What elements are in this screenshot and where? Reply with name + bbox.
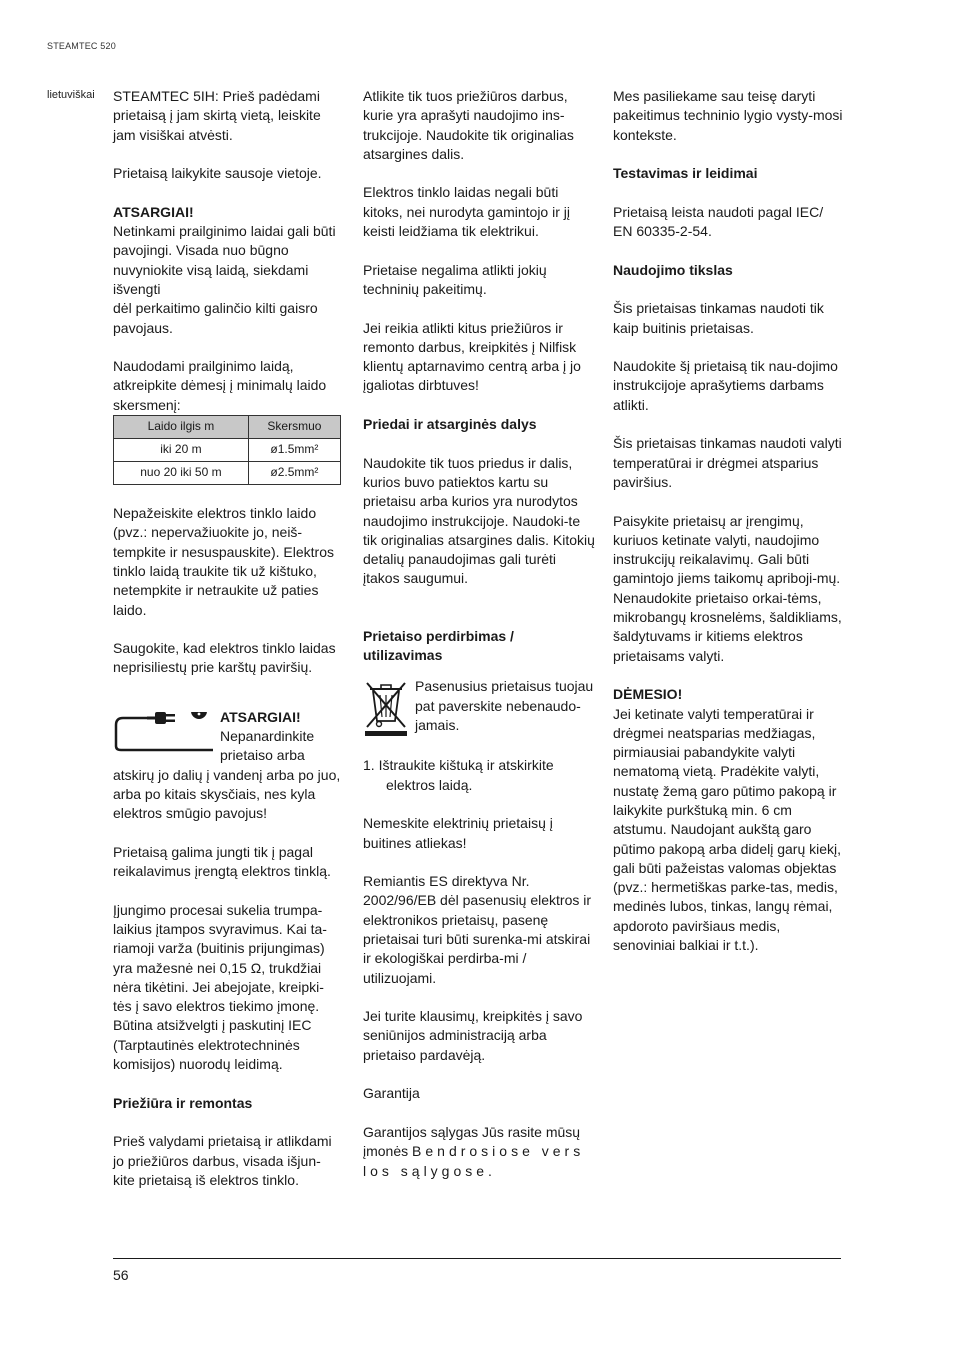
- column-2: [363, 87, 595, 1200]
- paragraph: Prietaisą laikykite sausoje vietoje.: [113, 165, 322, 182]
- plug-warning-icon: [113, 712, 217, 752]
- warning-body: Jei ketinate valyti temperatūrai ir drėgmei neatsparias medžiagas, pirmiausiai pabandykite valyti nematomą vietą. Pradėkite valyti, nustatę žemą garo pūtimo pakopą ir laikykite purkštuką min. 6 cm atstumu. Naudojant aukštą garo pūtimo pakopą arba didelį garų kiekį, gali būti pažeistas valomas objektas (pvz.: hermetiškas parke-tas, medis, medinės lubos, tinkas, langų rėmai, apdoroto paviršiaus medis, senoviniai balkiai ir t.t.).: [613, 705, 842, 954]
- section-heading: Testavimas ir leidimai: [613, 165, 758, 182]
- table-row: [114, 462, 341, 485]
- paragraph: Nepažeiskite elektros tinklo laido (pvz.: nepervažiuokite jo, neiš-tempkite ir nesuspauskite). Elektros tinklo laidą traukite tik už kištuko, netempkite ir netraukite už paties laido.: [113, 505, 334, 618]
- footer-divider: [113, 1258, 841, 1259]
- paragraph: STEAMTEC 5IH: Prieš padėdami prietaisą į jam skirtą vietą, leiskite jam visiškai atvėsti.: [113, 88, 321, 143]
- warranty-text: Garantijos sąlygas Jūs rasite mūsų įmonės: [363, 1123, 581, 1160]
- page-number: 56: [113, 1267, 129, 1283]
- paragraph: Nemeskite elektrinių prietaisų į buitines atliekas!: [363, 815, 553, 851]
- paragraph: Prietaisą leista naudoti pagal IEC/ EN 60335-2-54.: [613, 203, 824, 240]
- paragraph: Naudokite šį prietaisą tik nau-dojimo instrukcijoje aprašytiems darbams atlikti.: [613, 358, 838, 413]
- document-header-title: STEAMTEC 520: [47, 41, 116, 51]
- column-1: [113, 87, 341, 1209]
- language-label: lietuviškai: [47, 89, 95, 101]
- paragraph: Saugokite, kad elektros tinklo laidas neprisiliestų prie karštų paviršių.: [113, 640, 336, 676]
- table-row: [114, 439, 341, 462]
- section-heading: Prietaiso perdirbimas / utilizavimas: [363, 627, 514, 664]
- paragraph: Garantija: [363, 1085, 420, 1102]
- warning-body: dėl perkaitimo galinčio kilti gaisro pavojaus.: [113, 300, 318, 336]
- paragraph: Elektros tinklo laidas negali būti kitoks, nei nurodyta gamintojo ir jį keisti leidžiama tik elektrikui.: [363, 184, 570, 240]
- section-heading: Naudojimo tikslas: [613, 261, 733, 278]
- warning-line: Nepanardinkite: [220, 728, 315, 745]
- paragraph: Prieš valydami prietaisą ir atlikdami jo priežiūros darbus, visada išjun-kite prietaisą iš elektros tinklo.: [113, 1133, 332, 1188]
- warning-title: ATSARGIAI!: [220, 708, 301, 725]
- weee-text: Pasenusius prietaisus tuojau pat paverskite nebenaudo-jamais.: [415, 678, 594, 733]
- warning-body: atskirų jo dalių į vandenį arba po juo, arba po kitais skysčiais, nes kyla elektros smūgio pavojus!: [113, 766, 341, 822]
- list-item: 1. Ištraukite kištuką ir atskirkite elektros laidą.: [363, 757, 554, 793]
- warning-body: Netinkami prailginimo laidai gali būti pavojingi. Visada nuo būgno nuvyniokite visą laidą, siekdami išvengti: [113, 223, 336, 297]
- paragraph: Atlikite tik tuos priežiūros darbus, kurie yra aprašyti naudojimo ins-trukcijoje. Naudokite tik originalias atsargines dalis.: [363, 88, 574, 162]
- table-cell: iki 20 m: [114, 439, 249, 462]
- paragraph: Prietaisą galima jungti tik į pagal reikalavimus įrengtą elektros tinklą.: [113, 843, 331, 880]
- table-header-length: Laido ilgis m: [114, 416, 249, 439]
- table-cell: nuo 20 iki 50 m: [114, 462, 249, 485]
- paragraph: Jei reikia atlikti kitus priežiūros ir remonto darbus, kreipkitės į Nilfisk klientų aptarnavimo centrą arba į jo įgaliotas dirbtuves!: [363, 319, 581, 394]
- section-heading: Priežiūra ir remontas: [113, 1094, 253, 1111]
- section-heading: Priedai ir atsarginės dalys: [363, 416, 537, 433]
- table-cell: ø2.5mm²: [248, 462, 340, 485]
- paragraph: Naudokite tik tuos priedus ir dalis, kurios buvo patiektos kartu su prietaisu arba kurios yra nurodytos naudojimo instrukcijoje. Naudoki-te tik originalias atsargines dalis. Kitokių detalių panaudojimas gali turėti įtakos saugumui.: [363, 454, 595, 587]
- paragraph: Remiantis ES direktyva Nr. 2002/96/EB dėl pasenusių elektros ir elektronikos prietaisų, pasenę prietaisai turi būti surenka-mi atskirai ir ekologiškai perdirba-mi / utilizuojami.: [363, 873, 592, 986]
- cable-table: [113, 415, 341, 485]
- paragraph: Prietaise negalima atlikti jokių techninių pakeitimų.: [363, 261, 547, 297]
- warning-title: ATSARGIAI!: [113, 203, 194, 220]
- paragraph: Naudodami prailginimo laidą, atkreipkite dėmesį į minimalų laido skersmenį:: [113, 358, 327, 413]
- table-cell: ø1.5mm²: [248, 439, 340, 462]
- warranty-spaced-text: Bendrosiose vers los sąlygose.: [363, 1143, 585, 1179]
- weee-notice: [363, 677, 595, 737]
- crossed-bin-icon: [363, 677, 409, 737]
- paragraph: Įjungimo procesai sukelia trumpa-laikius įtampos svyravimus. Kai ta-riamoji varža (buitinis prijungimas) yra mažesnė nei 0,15 Ω, trukdžiai nėra tikėtini. Jei abejojate, kreipki-tės į savo elektros tiekimo įmonę. Būtina atsižvelgti į paskutinį IEC (Tarptautinės elektrotechninės komisijos) nuorodų leidimą.: [113, 901, 327, 1073]
- paragraph: [363, 1123, 595, 1181]
- paragraph: Paisykite prietaisų ar įrengimų, kuriuos ketinate valyti, naudojimo instrukcijų reikalavimų. Gali būti gamintojo jiems taikomų apriboji-mų. Nenaudokite prietaiso orkai-tėms, mikrobangų krosnelėms, šaldikliams, šaldytuvams ir kitiems elektros prietaisams valyti.: [613, 512, 842, 664]
- table-header-diameter: Skersmuo: [248, 416, 340, 439]
- column-3: [613, 87, 845, 975]
- water-warning: [113, 708, 341, 824]
- paragraph: Šis prietaisas tinkamas naudoti tik kaip buitinis prietaisas.: [613, 300, 824, 336]
- warning-line: prietaiso arba: [220, 747, 305, 764]
- paragraph: Mes pasiliekame sau teisę daryti pakeitimus techninio lygio vysty-mosi kontekste.: [613, 88, 843, 143]
- paragraph: Šis prietaisas tinkamas naudoti valyti temperatūrai ir drėgmei atsparius paviršius.: [613, 435, 842, 490]
- paragraph: Jei turite klausimų, kreipkitės į savo seniūnijos administraciją arba prietaiso pardavėją.: [363, 1008, 583, 1063]
- warning-title: DĖMESIO!: [613, 686, 683, 703]
